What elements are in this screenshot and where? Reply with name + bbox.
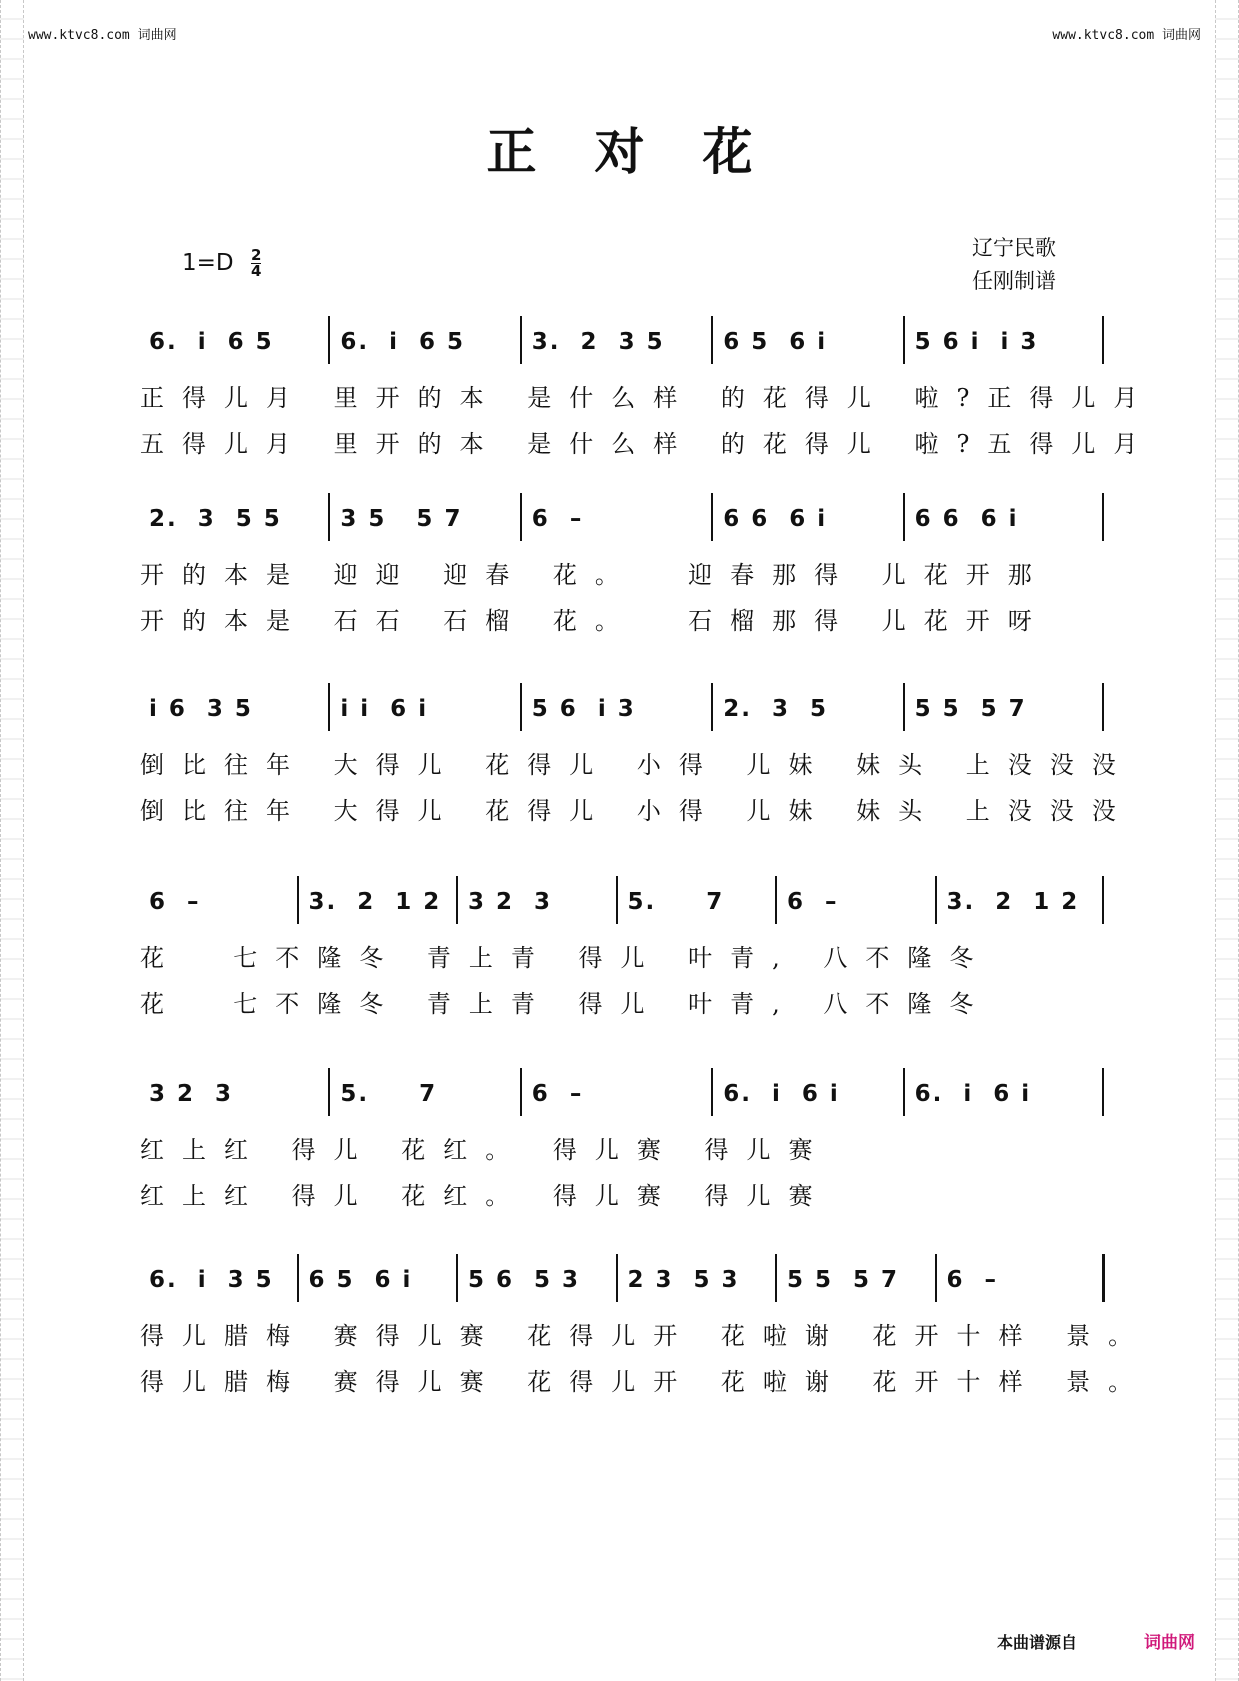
barline <box>328 493 330 541</box>
barline <box>1102 683 1104 731</box>
barline <box>935 1254 937 1302</box>
measure: i i 6 i <box>340 696 429 722</box>
site-label-right: www.ktvc8.com 词曲网 <box>1052 28 1201 43</box>
measure: 5. 7 <box>627 889 725 915</box>
lyric-line: 五得儿月 里开的本 是什么样 的花得儿 啦?五得儿月 <box>140 430 1156 458</box>
lyric-line: 开的本是 石石 石榴 花。 石榴那得 儿花开呀 <box>140 607 1050 635</box>
measure: 6 – <box>531 506 584 532</box>
measure: 6 6 6 i <box>914 506 1019 532</box>
barline <box>1102 1254 1105 1302</box>
measure: 6 – <box>531 1081 584 1107</box>
barline <box>711 1068 713 1116</box>
barline <box>328 1068 330 1116</box>
barline <box>903 683 905 731</box>
measure: 6. i 6 i <box>723 1081 840 1107</box>
time-numerator: 2 <box>250 246 262 264</box>
measure: 3. 2 1 2 <box>308 889 442 915</box>
lyric-line: 花 七不隆冬 青上青 得儿 叶青, 八不隆冬 <box>140 990 992 1018</box>
measure: 6. i 6 5 <box>149 329 274 355</box>
left-decorative-strip <box>0 0 24 1681</box>
time-signature <box>251 248 261 279</box>
lyric-line: 得儿腊梅 赛得儿赛 花得儿开 花啦谢 花开十样 景。 <box>140 1368 1151 1396</box>
site-label-left: www.ktvc8.com 词曲网 <box>28 28 177 43</box>
measure: 2. 3 5 5 <box>149 506 282 532</box>
barline <box>297 876 299 924</box>
measure: 5 6 i 3 <box>531 696 636 722</box>
measure: 5 6 i i 3 <box>914 329 1039 355</box>
measure: 6 – <box>946 1267 999 1293</box>
key-text: 1=D <box>182 250 234 276</box>
lyric-line: 红上红 得儿 花红。 得儿赛 得儿赛 <box>140 1182 831 1210</box>
song-title: 正对花 <box>486 122 811 181</box>
right-decorative-strip <box>1215 0 1239 1681</box>
measure: 2 3 5 3 <box>627 1267 740 1293</box>
barline <box>935 876 937 924</box>
barline <box>616 876 618 924</box>
key-signature <box>182 248 261 279</box>
barline <box>1102 1068 1104 1116</box>
measure: 3 2 3 <box>149 1081 234 1107</box>
barline <box>1102 493 1104 541</box>
barline <box>903 316 905 364</box>
measure: 6. i 6 i <box>914 1081 1032 1107</box>
measure: 3 5 5 7 <box>340 506 463 532</box>
origin-label: 辽宁民歌 <box>972 236 1056 260</box>
measure: 2. 3 5 <box>723 696 828 722</box>
measure: 5 6 5 3 <box>468 1267 581 1293</box>
measure: 6. i 3 5 <box>149 1267 274 1293</box>
lyric-line: 倒比往年 大得儿 花得儿 小得 儿妹 妹头 上没没没 <box>140 797 1134 825</box>
credits <box>972 232 1056 298</box>
barline <box>775 876 777 924</box>
barline <box>456 876 458 924</box>
barline <box>775 1254 777 1302</box>
barline <box>711 316 713 364</box>
barline <box>297 1254 299 1302</box>
footer-logo: 词曲网 <box>1144 1633 1195 1653</box>
lyric-line: 开的本是 迎迎 迎春 花。 迎春那得 儿花开那 <box>140 561 1050 589</box>
lyric-line: 正得儿月 里开的本 是什么样 的花得儿 啦?正得儿月 <box>140 384 1156 412</box>
measure: 3. 2 1 2 <box>946 889 1080 915</box>
barline <box>711 493 713 541</box>
barline <box>1102 876 1104 924</box>
lyric-line: 得儿腊梅 赛得儿赛 花得儿开 花啦谢 花开十样 景。 <box>140 1322 1151 1350</box>
arranger-label: 任刚制谱 <box>972 269 1056 293</box>
barline <box>328 316 330 364</box>
measure: 3 2 3 <box>468 889 553 915</box>
measure: i 6 3 5 <box>149 696 253 722</box>
measure: 6 – <box>787 889 839 915</box>
barline <box>520 683 522 731</box>
barline <box>711 683 713 731</box>
barline <box>903 1068 905 1116</box>
barline <box>520 1068 522 1116</box>
measure: 5. 7 <box>340 1081 438 1107</box>
barline <box>1102 316 1104 364</box>
time-denominator: 4 <box>250 262 262 280</box>
lyric-line: 倒比往年 大得儿 花得儿 小得 儿妹 妹头 上没没没 <box>140 751 1134 779</box>
barline <box>616 1254 618 1302</box>
barline <box>520 493 522 541</box>
barline <box>328 683 330 731</box>
measure: 6 5 6 i <box>723 329 828 355</box>
measure: 6. i 6 5 <box>340 329 466 355</box>
measure: 6 – <box>149 889 201 915</box>
barline <box>520 316 522 364</box>
barline <box>456 1254 458 1302</box>
measure: 5 5 5 7 <box>914 696 1027 722</box>
lyric-line: 花 七不隆冬 青上青 得儿 叶青, 八不隆冬 <box>140 944 992 972</box>
footer-source-text: 本曲谱源自 <box>997 1633 1078 1652</box>
barline <box>903 493 905 541</box>
measure: 6 6 6 i <box>723 506 828 532</box>
measure: 5 5 5 7 <box>787 1267 900 1293</box>
measure: 3. 2 3 5 <box>531 329 665 355</box>
measure: 6 5 6 i <box>308 1267 413 1293</box>
lyric-line: 红上红 得儿 花红。 得儿赛 得儿赛 <box>140 1136 831 1164</box>
